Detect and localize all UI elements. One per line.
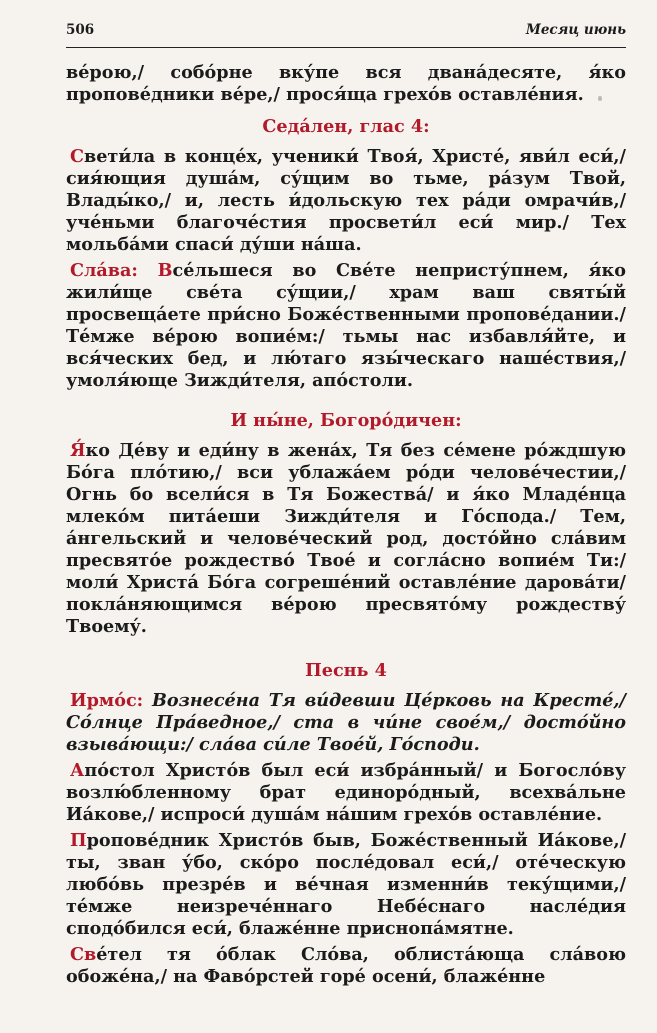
page-header — [66, 22, 626, 42]
initial-letter: Св — [70, 944, 97, 965]
slava-label: Сла́ва: В — [70, 260, 173, 281]
initial-letter: П — [70, 830, 87, 851]
irmos-text: Вознесе́на Тя ви́девши Це́рковь на Кресте́,/ Со́лнце Пра́ведное,/ ста в чи́не свое́м,/ досто́йно взыва́ющи:/ сла́ва си́ле Твое́й, Го́споди. — [66, 690, 626, 755]
running-title: Месяц июнь — [525, 22, 626, 38]
troparion-1 — [66, 760, 626, 826]
initial-letter: Я́ — [70, 440, 86, 461]
paragraph-text: вети́ла в конце́х, ученики́ Твоя́, Христе́, яви́л еси́,/ сия́ющия душа́м, су́щим во тьме, ра́зум Твой, Влады́ко,/ и, лесть и́дольскую тех ра́ди омрачи́в,/ уче́ньми благоче́стия просвети́л еси́ мир./ Тех мольба́ми спаси́ ду́ши на́ша. — [66, 146, 626, 255]
paragraph-text: ко Де́ву и еди́ну в жена́х, Тя без се́мене ро́ждшую Бо́га пло́тию,/ вси ублажа́ем ро́ди челове́честии,/ Огнь бо всели́ся в Тя Божества́/ и я́ко Младе́нца млеко́м пита́еши Зижди́теля и Го́спода./ Тем, а́нгельский и челове́ческий род, досто́йно сла́вим пресвято́е рождество́ Твое́ и согла́сно вопие́м Ти:/ моли́ Христа́ Бо́га согреше́ний оставле́ние дарова́ти/ покла́няющимся ве́рою пресвято́му рождеству́ Твоему́. — [66, 440, 626, 637]
paragraph-text: ропове́дник Христо́в быв, Боже́ственный Иа́кове,/ ты, зван у́бо, ско́ро после́довал еси́,/ оте́ческую любо́вь презре́в и ве́чная изменни́в теку́щими,/ те́мже неизрече́ннаго Небе́снаго насле́дия сподо́бился еси́, блаже́нне приснопа́мятне. — [66, 830, 626, 939]
continued-paragraph: ве́рою,/ собо́рне вку́пе вся двана́десяте, я́ко пропове́дники ве́ре,/ прося́ща грехо́в оставле́ния. — [66, 62, 626, 105]
header-rule — [66, 47, 626, 48]
troparion-2 — [66, 830, 626, 940]
pesn-heading: Песнь 4 — [305, 660, 387, 681]
irmos-label: Ирмо́с: — [70, 690, 144, 711]
page-body — [66, 62, 626, 992]
sedalen-heading: Седа́лен, глас 4: — [262, 116, 430, 137]
paragraph-text: се́льшеся во Све́те непристу́пнем, я́ко жили́ще све́та су́щии,/ храм ваш святы́й просвеща́ете при́сно Боже́ственными пропове́дании./ Те́мже ве́рою вопие́м:/ тьмы нас избавля́йте, и вся́ческих бед, и лю́таго язы́ческаго наше́ствия,/ умоля́юще Зижди́теля, апо́столи. — [66, 260, 626, 391]
bogorodichen-paragraph — [66, 440, 626, 638]
slava-paragraph — [66, 260, 626, 392]
page-number: 506 — [66, 22, 95, 38]
bogorodichen-heading: И ны́не, Богоро́дичен: — [230, 410, 462, 431]
initial-letter: С — [70, 146, 85, 167]
paragraph-text: е́тел тя о́блак Сло́ва, облиста́юща сла́вою обоже́на,/ на Фаво́рстей горе́ осени́, блаже́нне — [66, 944, 626, 987]
sedalen-paragraph — [66, 146, 626, 256]
irmos-paragraph — [66, 690, 626, 756]
troparion-3 — [66, 944, 626, 988]
paragraph-text: по́стол Христо́в был еси́ избра́нный/ и Богосло́ву возлю́бленному брат единоро́дный, всехва́льне Иа́кове,/ испроси́ душа́м на́шим грехо́в оставле́ние. — [66, 760, 626, 825]
initial-letter: А — [70, 760, 85, 781]
